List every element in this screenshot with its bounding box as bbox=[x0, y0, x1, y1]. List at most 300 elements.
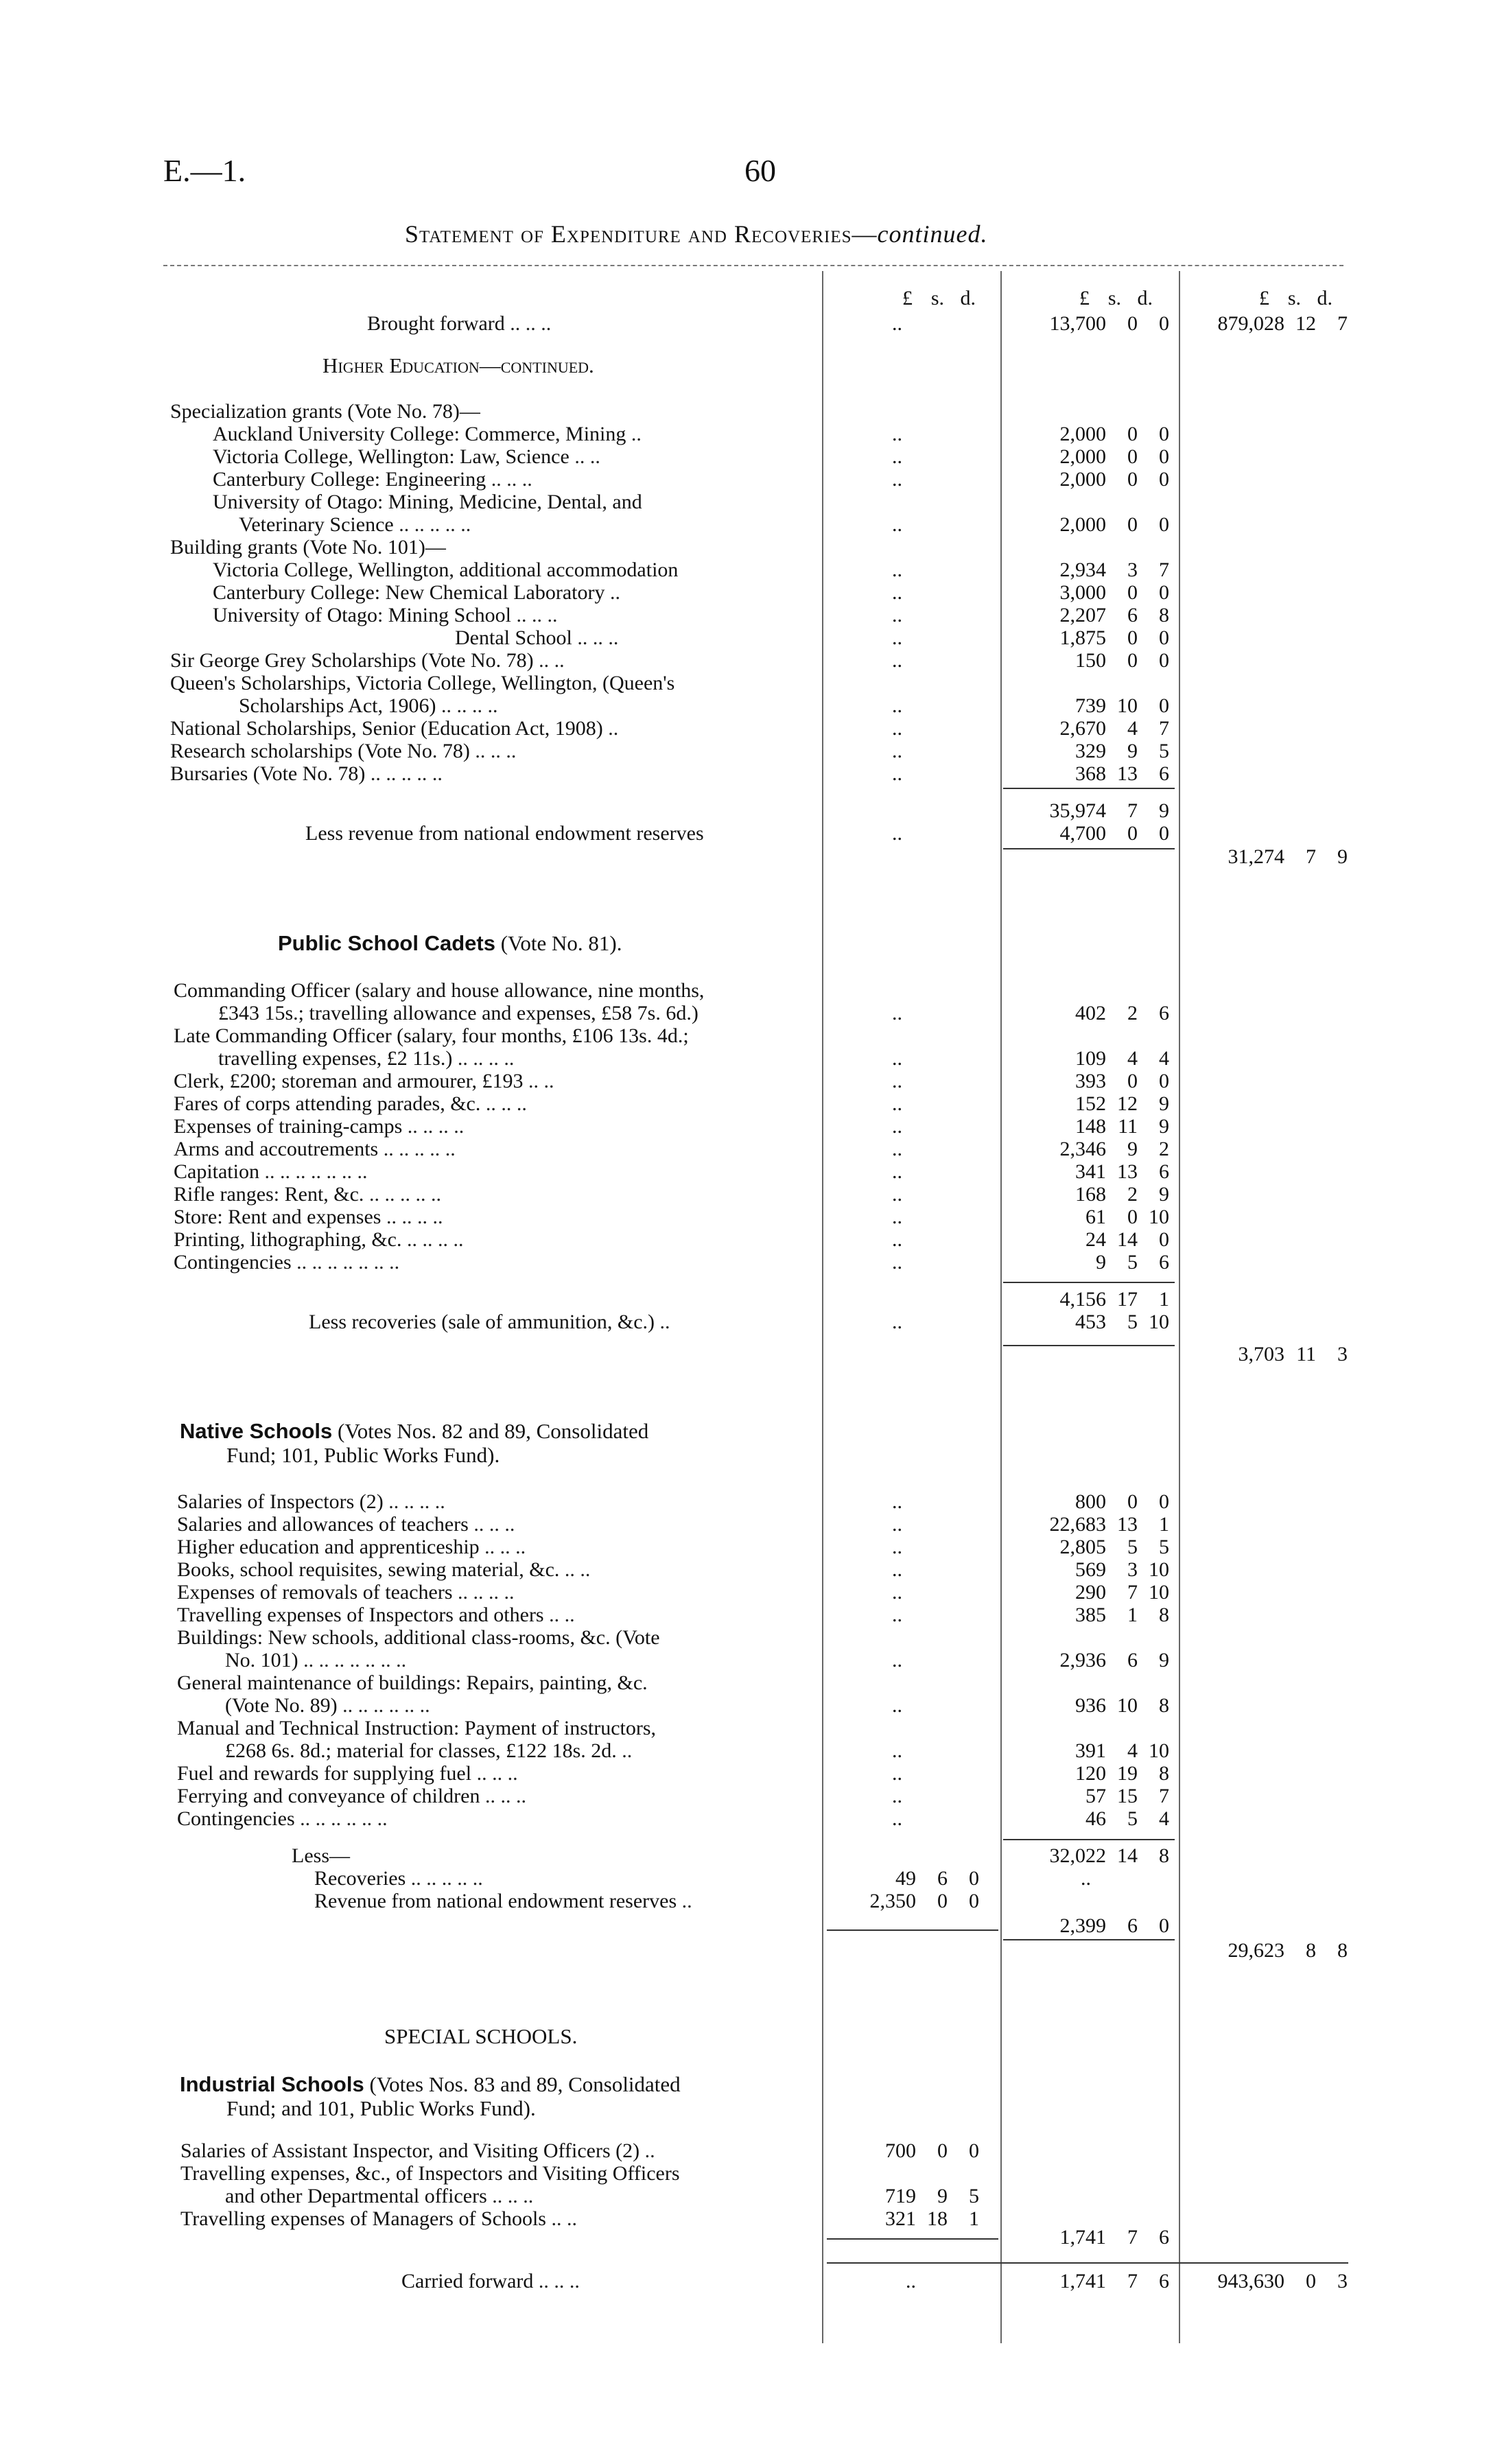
native-less-total-row bbox=[0, 1914, 1491, 1937]
leader-dots: .. .. .. .. .. .. .. bbox=[291, 1251, 400, 1274]
row-label bbox=[174, 1092, 527, 1115]
row-label bbox=[177, 1558, 590, 1581]
amount-col2 bbox=[1003, 581, 1169, 604]
column-dots: .. bbox=[892, 762, 902, 785]
native-row bbox=[0, 1649, 1491, 1671]
row-text: Brought forward bbox=[367, 312, 505, 335]
money-pence: 6 bbox=[1159, 2270, 1169, 2292]
leader-dots: .. .. .. .. bbox=[452, 1581, 515, 1604]
amount-col2 bbox=[1003, 1251, 1169, 1274]
money-shillings: 6 bbox=[1127, 1649, 1138, 1671]
leader-dots: .. .. .. .. .. bbox=[365, 762, 443, 785]
row-text: Building grants (Vote No. 101)— bbox=[170, 536, 446, 559]
amount-col2 bbox=[1003, 1694, 1169, 1717]
column-dots: .. bbox=[892, 694, 902, 717]
leader-dots: .. .. .. .. .. .. .. bbox=[259, 1160, 368, 1183]
leader-dots: .. bbox=[604, 581, 620, 604]
row-text: Travelling expenses of Inspectors and others bbox=[177, 1604, 544, 1626]
native-less-total bbox=[1003, 1914, 1169, 1937]
money-pounds: 1,875 bbox=[1059, 626, 1106, 649]
money-shillings: 8 bbox=[1306, 1939, 1316, 1962]
industrial-total bbox=[1003, 2226, 1169, 2249]
row-label bbox=[177, 1581, 515, 1604]
column-dots: .. bbox=[892, 1739, 902, 1762]
row-text: Travelling expenses of Managers of Schools bbox=[180, 2207, 546, 2230]
row-label bbox=[225, 1739, 632, 1762]
column-dots: .. bbox=[892, 1228, 902, 1251]
leader-dots: .. bbox=[677, 1890, 692, 1912]
money-pence: 0 bbox=[1159, 1914, 1169, 1937]
native-less-row bbox=[0, 1867, 1491, 1890]
column-dots: .. bbox=[892, 1536, 902, 1558]
leader-dots: .. .. .. bbox=[471, 1762, 518, 1785]
native-row bbox=[0, 1671, 1491, 1694]
money-shillings: 3 bbox=[1127, 559, 1138, 581]
money-pounds: 35,974 bbox=[1049, 799, 1106, 822]
column-dots: .. bbox=[892, 626, 902, 649]
money-pounds: 46 bbox=[1085, 1807, 1106, 1830]
industrial-row bbox=[0, 2162, 1491, 2185]
native-heading-bold: Native Schools bbox=[180, 1419, 333, 1443]
row-label bbox=[180, 2162, 680, 2185]
money-shillings: 9 bbox=[937, 2185, 948, 2207]
money-pounds: 2,000 bbox=[1059, 513, 1106, 536]
cadets-less-row bbox=[0, 1311, 1491, 1333]
row-label bbox=[218, 1047, 514, 1070]
column-dots: .. bbox=[892, 559, 902, 581]
column-dots: .. bbox=[892, 1251, 902, 1274]
row-label bbox=[174, 1183, 441, 1206]
money-pence: 0 bbox=[969, 2139, 979, 2162]
amount-col2 bbox=[1003, 445, 1169, 468]
cadets-row bbox=[0, 979, 1491, 1002]
amount-col2 bbox=[1003, 1138, 1169, 1160]
column-dots: .. bbox=[892, 445, 902, 468]
money-pounds: 22,683 bbox=[1049, 1513, 1106, 1536]
amount-col2 bbox=[1003, 1206, 1169, 1228]
money-pence: 0 bbox=[1159, 468, 1169, 491]
money-pounds: 2,670 bbox=[1059, 717, 1106, 740]
row-label bbox=[177, 1604, 575, 1626]
row-label bbox=[455, 626, 618, 649]
amount-col2 bbox=[1003, 1739, 1169, 1762]
money-pounds: 29,623 bbox=[1228, 1939, 1284, 1962]
money-shillings: 7 bbox=[1127, 1581, 1138, 1604]
cadets-row bbox=[0, 1183, 1491, 1206]
money-pounds: 61 bbox=[1085, 1206, 1106, 1228]
higher-education-row bbox=[0, 762, 1491, 785]
row-label bbox=[170, 649, 565, 672]
column-dots: .. bbox=[892, 1002, 902, 1024]
leader-dots: .. .. .. .. .. bbox=[406, 1867, 483, 1890]
row-label bbox=[177, 1490, 445, 1513]
row-label bbox=[239, 694, 497, 717]
money-pounds: 57 bbox=[1085, 1785, 1106, 1807]
money-shillings: 14 bbox=[1117, 1228, 1138, 1251]
row-label bbox=[170, 400, 480, 423]
money-shillings: 13 bbox=[1117, 762, 1138, 785]
money-pence: 4 bbox=[1159, 1807, 1169, 1830]
row-text: £268 6s. 8d.; material for classes, £122 18s. 2d. bbox=[225, 1739, 617, 1762]
native-heading-line2: Fund; 101, Public Works Fund). bbox=[226, 1443, 500, 1467]
cadets-row bbox=[0, 1251, 1491, 1274]
higher-education-row bbox=[0, 423, 1491, 445]
row-text: Higher education and apprenticeship bbox=[177, 1536, 480, 1558]
amount-col1 bbox=[827, 2139, 979, 2162]
cadets-row bbox=[0, 1092, 1491, 1115]
money-pence: 0 bbox=[1159, 822, 1169, 845]
row-label bbox=[213, 604, 557, 626]
money-pence: 0 bbox=[1159, 423, 1169, 445]
amount-col2 bbox=[1003, 649, 1169, 672]
row-label bbox=[239, 513, 471, 536]
column-dots: .. bbox=[892, 1047, 902, 1070]
money-shillings: 12 bbox=[1117, 1092, 1138, 1115]
brought-forward-row bbox=[0, 312, 1491, 335]
native-row bbox=[0, 1604, 1491, 1626]
row-label bbox=[401, 2270, 580, 2292]
leader-dots: .. .. bbox=[523, 1070, 554, 1092]
amount-col2 bbox=[1003, 1002, 1169, 1024]
special-schools-heading: SPECIAL SCHOOLS. bbox=[384, 2024, 578, 2048]
row-text: Less— bbox=[292, 1844, 350, 1867]
native-row bbox=[0, 1785, 1491, 1807]
row-label bbox=[305, 822, 704, 845]
money-pence: 9 bbox=[1337, 845, 1348, 868]
amount-col2 bbox=[1003, 423, 1169, 445]
money-shillings: 11 bbox=[1118, 1115, 1138, 1138]
money-shillings: 5 bbox=[1127, 1807, 1138, 1830]
column-dots: .. bbox=[1081, 1867, 1091, 1890]
money-pence: 0 bbox=[1159, 1490, 1169, 1513]
leader-dots: .. .. .. .. bbox=[401, 1228, 464, 1251]
cadets-row bbox=[0, 1070, 1491, 1092]
money-pence: 6 bbox=[1159, 762, 1169, 785]
amount-col2 bbox=[1003, 1228, 1169, 1251]
row-label bbox=[174, 1138, 456, 1160]
row-label bbox=[314, 1867, 483, 1890]
industrial-total-row bbox=[0, 2226, 1491, 2249]
header-rule bbox=[163, 265, 1343, 266]
row-label bbox=[174, 1206, 443, 1228]
money-pence: 10 bbox=[1149, 1739, 1169, 1762]
row-label bbox=[174, 1070, 554, 1092]
money-pence: 9 bbox=[1159, 1183, 1169, 1206]
column-dots: .. bbox=[892, 581, 902, 604]
cadets-row bbox=[0, 1047, 1491, 1070]
money-pounds: 453 bbox=[1075, 1311, 1106, 1333]
row-text: Ferrying and conveyance of children bbox=[177, 1785, 480, 1807]
money-pounds: 3,000 bbox=[1059, 581, 1106, 604]
column-dots: .. bbox=[892, 312, 902, 335]
money-pounds: 31,274 bbox=[1228, 845, 1284, 868]
money-pounds: 2,936 bbox=[1059, 1649, 1106, 1671]
money-pounds: 385 bbox=[1075, 1604, 1106, 1626]
row-label bbox=[213, 559, 678, 581]
money-shillings: 0 bbox=[1127, 822, 1138, 845]
money-pounds: 3,703 bbox=[1238, 1343, 1284, 1365]
leader-dots: .. .. .. .. bbox=[402, 1115, 465, 1138]
leader-dots: .. .. .. .. bbox=[436, 694, 498, 717]
row-label bbox=[177, 1762, 518, 1785]
amount-col2 bbox=[1003, 604, 1169, 626]
money-pounds: 1,741 bbox=[1059, 2226, 1106, 2249]
money-shillings: 2 bbox=[1127, 1002, 1138, 1024]
money-pence: 7 bbox=[1159, 1785, 1169, 1807]
amount-col2 bbox=[1003, 1513, 1169, 1536]
leader-dots: .. .. .. bbox=[572, 626, 619, 649]
row-text: Veterinary Science bbox=[239, 513, 394, 536]
money-shillings: 0 bbox=[937, 1890, 948, 1912]
money-shillings: 15 bbox=[1117, 1785, 1138, 1807]
money-shillings: 7 bbox=[1127, 2226, 1138, 2249]
leader-dots: .. bbox=[616, 1739, 633, 1762]
money-shillings: 2 bbox=[1127, 1183, 1138, 1206]
row-label bbox=[180, 2139, 655, 2162]
money-pounds: 2,000 bbox=[1059, 423, 1106, 445]
page-number: 60 bbox=[744, 153, 776, 188]
money-pence: 9 bbox=[1159, 1115, 1169, 1138]
native-row bbox=[0, 1739, 1491, 1762]
money-pounds: 2,805 bbox=[1059, 1536, 1106, 1558]
money-pounds: 2,000 bbox=[1059, 468, 1106, 491]
row-label bbox=[177, 1513, 515, 1536]
native-heading-rest: (Votes Nos. 82 and 89, Consolidated bbox=[332, 1419, 649, 1443]
money-pence: 0 bbox=[1159, 513, 1169, 536]
higher-education-row bbox=[0, 581, 1491, 604]
page-title bbox=[405, 220, 987, 248]
money-pence: 0 bbox=[1159, 445, 1169, 468]
leader-dots: .. .. .. .. .. .. .. bbox=[298, 1649, 407, 1671]
column-dots: .. bbox=[892, 604, 902, 626]
industrial-row bbox=[0, 2139, 1491, 2162]
leader-dots: .. .. .. bbox=[486, 468, 532, 491]
brought-forward-col2 bbox=[1003, 312, 1169, 335]
money-shillings: 19 bbox=[1117, 1762, 1138, 1785]
money-pounds: 879,028 bbox=[1217, 312, 1284, 335]
native-row bbox=[0, 1581, 1491, 1604]
money-pence: 8 bbox=[1159, 1844, 1169, 1867]
column-dots: .. bbox=[892, 1206, 902, 1228]
column-dots: .. bbox=[892, 822, 902, 845]
money-pence: 5 bbox=[1159, 1536, 1169, 1558]
money-pounds: 700 bbox=[885, 2139, 916, 2162]
row-text: Expenses of removals of teachers bbox=[177, 1581, 453, 1604]
money-pounds: 4,700 bbox=[1059, 822, 1106, 845]
amount-col2 bbox=[1003, 1490, 1169, 1513]
row-text: Commanding Officer (salary and house allowance, nine months, bbox=[174, 979, 705, 1002]
cadets-total bbox=[1003, 1288, 1169, 1311]
document-page: E.—1. 60 Statement of Expenditure and Recoveries—continued. £ s. d. £ s. d. £ s. d. Brought forward .. .. .. .. 13,700 0 0 879,028 12 7 Higher Education—continued. Specialization grants (Vote No. 78)— Auckland University College: Commerce, Mining .. .. 2,000 0 0 Victoria College, Wellington: Law, Science .. .. .. 2,000 0 0 Canterbury College: Engineering .. .. .. .. 2,000 0 0 University of Otago: Mining, Medicine, Dental, and Veterinary Science .. .. .. .. .. .. 2,000 0 0 Building grants (Vote No. 101)— Victoria College, Wellington, additional accommodation .. 2,934 3 7 Canterbury College: New Chemical Laboratory .. .. 3,000 0 0 University of Otago: Mining School .. .. .. .. 2,207 6 8 Dental School .. .. .. .. 1,875 0 0 Sir George Grey Scholarships (Vote No. 78) .. .. .. 150 0 0 Queen's Scholarships, Victoria College, Wellington, (Queen's Scholarships Act, 1906) .. .. .. .. .. 739 10 0 National Scholarships, Senior (Education Act, 1908) .. .. 2,670 4 7 Research scholarships (Vote No. 78) .. .. .. .. 329 9 5 Bursaries (Vote No. 78) .. .. .. .. .. .. 368 13 6 35,974 7 9 Less revenue from national endowment reserves .. 4,700 0 0 31,274 7 9 Public School Cadets (Vote No. 81). Commanding Officer (salary and house allowance, nine months, £343 15s.; travelling allowance and expenses, £58 7s. 6d.) .. 402 2 6 Late Commanding Officer (salary, four months, £106 13s. 4d.; travelling expenses, £2 11s.) .. .. .. .. .. 109 4 4 Clerk, £200; storeman and armourer, £193 .. .. .. 393 0 0 Fares of corps attending parades, &c. .. .. .. .. 152 12 9 Expenses of training-camps .. .. .. .. .. 148 11 9 Arms and accoutrements .. .. .. .. .. .. 2,346 9 2 Capitation .. .. .. .. .. .. .. .. 341 13 6 Rifle ranges: Rent, &c. .. .. .. .. .. .. 168 2 9 Store: Rent and expenses .. .. .. .. .. 61 0 10 Printing, lithographing, &c. .. .. .. .. .. 24 14 0 Contingencies .. .. .. .. .. .. .. .. 9 5 6 4,156 17 1 Less recoveries (sale of ammunition, &c.) .. .. 453 5 10 3,703 11 3 Native Schools (Votes Nos. 82 and 89, Consolidated Fund; 101, Public Works Fund). Salaries of Inspectors (2) .. .. .. .. .. 800 0 0 Salaries and allowances of teachers .. .. .. .. 22,683 13 1 Higher education and apprenticeship .. .. .. .. 2,805 5 5 Books, school requisites, sewing material, &c. .. .. .. 569 3 10 Expenses of removals of teachers .. .. .. .. .. 290 7 10 Travelling expenses of Inspectors and others .. .. .. 385 1 8 Buildings: New schools, additional class-rooms, &c. (Vote No. 101) .. .. .. .. .. .. .. .. 2,936 6 9 General maintenance of buildings: Repairs, painting, &c. (Vote No. 89) .. .. .. .. .. .. .. 936 10 8 Manual and Technical Instruction: Payment of instructors, £268 6s. 8d.; material for classes, £122 18s. 2d. .. .. 391 4 10 Fuel and rewards for supplying fuel .. .. .. .. 120 19 8 Ferrying and conveyance of children .. .. .. .. 57 15 7 Contingencies .. .. .. .. .. .. .. 46 5 4 Less— 32,022 14 8 Recoveries .. .. .. .. .. 49 6 0 .. Revenue from national endowment reserves .. 2,350 0 0 2,399 6 0 29,623 8 8 SPECIAL SCHOOLS. Industrial Schools (Votes Nos. 83 and 89, Consolidated Fund; and 101, Public Works Fund). Salaries of Assistant Inspector, and Visiting Officers (2) .. 700 0 0 Travelling expenses, &c., of Inspectors and Visiting Officers and other Departmental officers .. .. .. 719 9 5 Travelling expenses of Managers of Schools .. .. 321 18 1 1,741 7 6 Carried forward .. .. .. .. 1,741 7 6 943,630 0 3 bbox=[0, 0, 1491, 2464]
leader-dots: .. .. .. .. .. .. bbox=[294, 1807, 388, 1830]
column-dots: .. bbox=[892, 1311, 902, 1333]
column-dots: .. bbox=[892, 1513, 902, 1536]
row-label bbox=[177, 1626, 660, 1649]
row-text: Clerk, £200; storeman and armourer, £193 bbox=[174, 1070, 524, 1092]
money-pounds: 152 bbox=[1075, 1092, 1106, 1115]
higher-education-row bbox=[0, 445, 1491, 468]
row-text: Books, school requisites, sewing material, &c. bbox=[177, 1558, 560, 1581]
money-pounds: 569 bbox=[1075, 1558, 1106, 1581]
column-dots: .. bbox=[892, 1138, 902, 1160]
higher-education-row bbox=[0, 717, 1491, 740]
amount-col2 bbox=[1003, 626, 1169, 649]
column-dots: .. bbox=[892, 1183, 902, 1206]
industrial-heading-rest: (Votes Nos. 83 and 89, Consolidated bbox=[364, 2072, 681, 2096]
native-row bbox=[0, 1694, 1491, 1717]
amount-col2 bbox=[1003, 1047, 1169, 1070]
amount-col2 bbox=[1003, 1649, 1169, 1671]
brought-forward-col3 bbox=[1182, 312, 1348, 335]
money-shillings: 0 bbox=[1127, 312, 1138, 335]
column-dots: .. bbox=[892, 1694, 902, 1717]
money-pounds: 943,630 bbox=[1217, 2270, 1284, 2292]
money-pence: 9 bbox=[1159, 1649, 1169, 1671]
money-pounds: 120 bbox=[1075, 1762, 1106, 1785]
amount-col1 bbox=[827, 1867, 979, 1890]
higher-education-net-row bbox=[0, 845, 1491, 868]
money-pounds: 2,000 bbox=[1059, 445, 1106, 468]
row-label bbox=[174, 1024, 689, 1047]
row-label bbox=[174, 1228, 463, 1251]
higher-education-row bbox=[0, 536, 1491, 559]
row-text: Less revenue from national endowment reserves bbox=[305, 822, 704, 845]
row-label bbox=[213, 423, 642, 445]
subtotal-rule bbox=[1003, 1282, 1175, 1283]
amount-col2 bbox=[1003, 1581, 1169, 1604]
money-shillings: 0 bbox=[1127, 513, 1138, 536]
amount-col2 bbox=[1003, 740, 1169, 762]
higher-education-row bbox=[0, 626, 1491, 649]
row-label bbox=[213, 581, 620, 604]
money-shillings: 0 bbox=[1127, 423, 1138, 445]
row-text: National Scholarships, Senior (Education Act, 1908) bbox=[170, 717, 603, 740]
column-dots: .. bbox=[892, 1115, 902, 1138]
amount-col1 bbox=[827, 1890, 979, 1912]
money-pence: 10 bbox=[1149, 1558, 1169, 1581]
cadets-row bbox=[0, 1206, 1491, 1228]
row-text: Less recoveries (sale of ammunition, &c.) bbox=[309, 1311, 655, 1333]
row-label bbox=[174, 1160, 367, 1183]
higher-education-total-row bbox=[0, 799, 1491, 822]
section-heading: Higher Education—continued. bbox=[322, 353, 594, 377]
row-text: Contingencies bbox=[174, 1251, 292, 1274]
money-shillings: 18 bbox=[927, 2207, 948, 2230]
higher-education-row bbox=[0, 559, 1491, 581]
money-pence: 0 bbox=[1159, 1228, 1169, 1251]
special-heading bbox=[384, 2024, 577, 2049]
money-shillings: 1 bbox=[1127, 1604, 1138, 1626]
money-pence: 0 bbox=[1159, 649, 1169, 672]
industrial-heading bbox=[180, 2072, 681, 2097]
row-text: Dental School bbox=[455, 626, 572, 649]
row-label bbox=[177, 1536, 526, 1558]
row-text: Travelling expenses, &c., of Inspectors and Visiting Officers bbox=[180, 2162, 680, 2185]
column-dots: .. bbox=[892, 1762, 902, 1785]
money-pounds: 32,022 bbox=[1049, 1844, 1106, 1867]
row-text: General maintenance of buildings: Repairs, painting, &c. bbox=[177, 1671, 648, 1694]
row-text: Salaries of Inspectors (2) bbox=[177, 1490, 384, 1513]
money-pence: 6 bbox=[1159, 1160, 1169, 1183]
row-text: Arms and accoutrements bbox=[174, 1138, 379, 1160]
amount-col2 bbox=[1003, 1070, 1169, 1092]
row-label bbox=[218, 1002, 698, 1024]
leader-dots: .. .. .. bbox=[510, 604, 558, 626]
row-text: £343 15s.; travelling allowance and expenses, £58 7s. 6d.) bbox=[218, 1002, 698, 1024]
cadets-heading-rest: (Vote No. 81). bbox=[495, 931, 622, 955]
money-pounds: 329 bbox=[1075, 740, 1106, 762]
row-label bbox=[314, 1890, 692, 1912]
column-dots: .. bbox=[892, 1807, 902, 1830]
row-label bbox=[309, 1311, 670, 1333]
money-shillings: 10 bbox=[1117, 694, 1138, 717]
money-pounds: 321 bbox=[885, 2207, 916, 2230]
money-pounds: 24 bbox=[1085, 1228, 1106, 1251]
money-shillings: 6 bbox=[937, 1867, 948, 1890]
cadets-total-row bbox=[0, 1288, 1491, 1311]
row-text: No. 101) bbox=[225, 1649, 298, 1671]
native-row bbox=[0, 1762, 1491, 1785]
native-row bbox=[0, 1717, 1491, 1739]
column-dots: .. bbox=[892, 468, 902, 491]
row-text: Expenses of training-camps bbox=[174, 1115, 403, 1138]
leader-dots: .. .. .. .. bbox=[381, 1206, 443, 1228]
amount-col2 bbox=[1003, 1536, 1169, 1558]
row-text: and other Departmental officers bbox=[225, 2185, 487, 2207]
row-text: Rifle ranges: Rent, &c. bbox=[174, 1183, 364, 1206]
amount-col2 bbox=[1003, 468, 1169, 491]
money-shillings: 9 bbox=[1127, 740, 1138, 762]
row-text: Queen's Scholarships, Victoria College, Wellington, (Queen's bbox=[170, 672, 675, 694]
row-text: Recoveries bbox=[314, 1867, 406, 1890]
money-pence: 6 bbox=[1159, 2226, 1169, 2249]
row-label bbox=[213, 468, 532, 491]
column-dots: .. bbox=[892, 1581, 902, 1604]
money-pence: 0 bbox=[969, 1890, 979, 1912]
money-shillings: 11 bbox=[1296, 1343, 1316, 1365]
money-shillings: 0 bbox=[1127, 649, 1138, 672]
money-pence: 7 bbox=[1159, 717, 1169, 740]
native-row bbox=[0, 1490, 1491, 1513]
column-dots: .. bbox=[892, 1092, 902, 1115]
higher-education-row bbox=[0, 672, 1491, 694]
row-label bbox=[170, 672, 674, 694]
higher-education-total bbox=[1003, 799, 1169, 822]
row-text: Bursaries (Vote No. 78) bbox=[170, 762, 366, 785]
money-pence: 1 bbox=[1159, 1288, 1169, 1311]
leader-dots: .. .. .. bbox=[468, 1513, 515, 1536]
native-row bbox=[0, 1626, 1491, 1649]
money-pounds: 2,399 bbox=[1059, 1914, 1106, 1937]
money-shillings: 0 bbox=[1127, 1070, 1138, 1092]
column-dots: .. bbox=[892, 423, 902, 445]
leader-dots: .. .. bbox=[559, 1558, 591, 1581]
higher-education-row bbox=[0, 604, 1491, 626]
money-shillings: 5 bbox=[1127, 1311, 1138, 1333]
amount-col2 bbox=[1003, 1807, 1169, 1830]
row-text: Carried forward bbox=[401, 2270, 534, 2292]
leader-dots: .. .. .. bbox=[480, 1785, 526, 1807]
leader-dots: .. .. .. .. .. .. bbox=[337, 1694, 430, 1717]
higher-education-net bbox=[1182, 845, 1348, 868]
leader-dots: .. .. .. .. .. bbox=[378, 1138, 456, 1160]
higher-education-row bbox=[0, 694, 1491, 717]
cadets-row bbox=[0, 1002, 1491, 1024]
subtotal-rule bbox=[1003, 1839, 1175, 1840]
money-pence: 0 bbox=[1159, 1070, 1169, 1092]
money-pounds: 800 bbox=[1075, 1490, 1106, 1513]
column-dots: .. bbox=[892, 649, 902, 672]
